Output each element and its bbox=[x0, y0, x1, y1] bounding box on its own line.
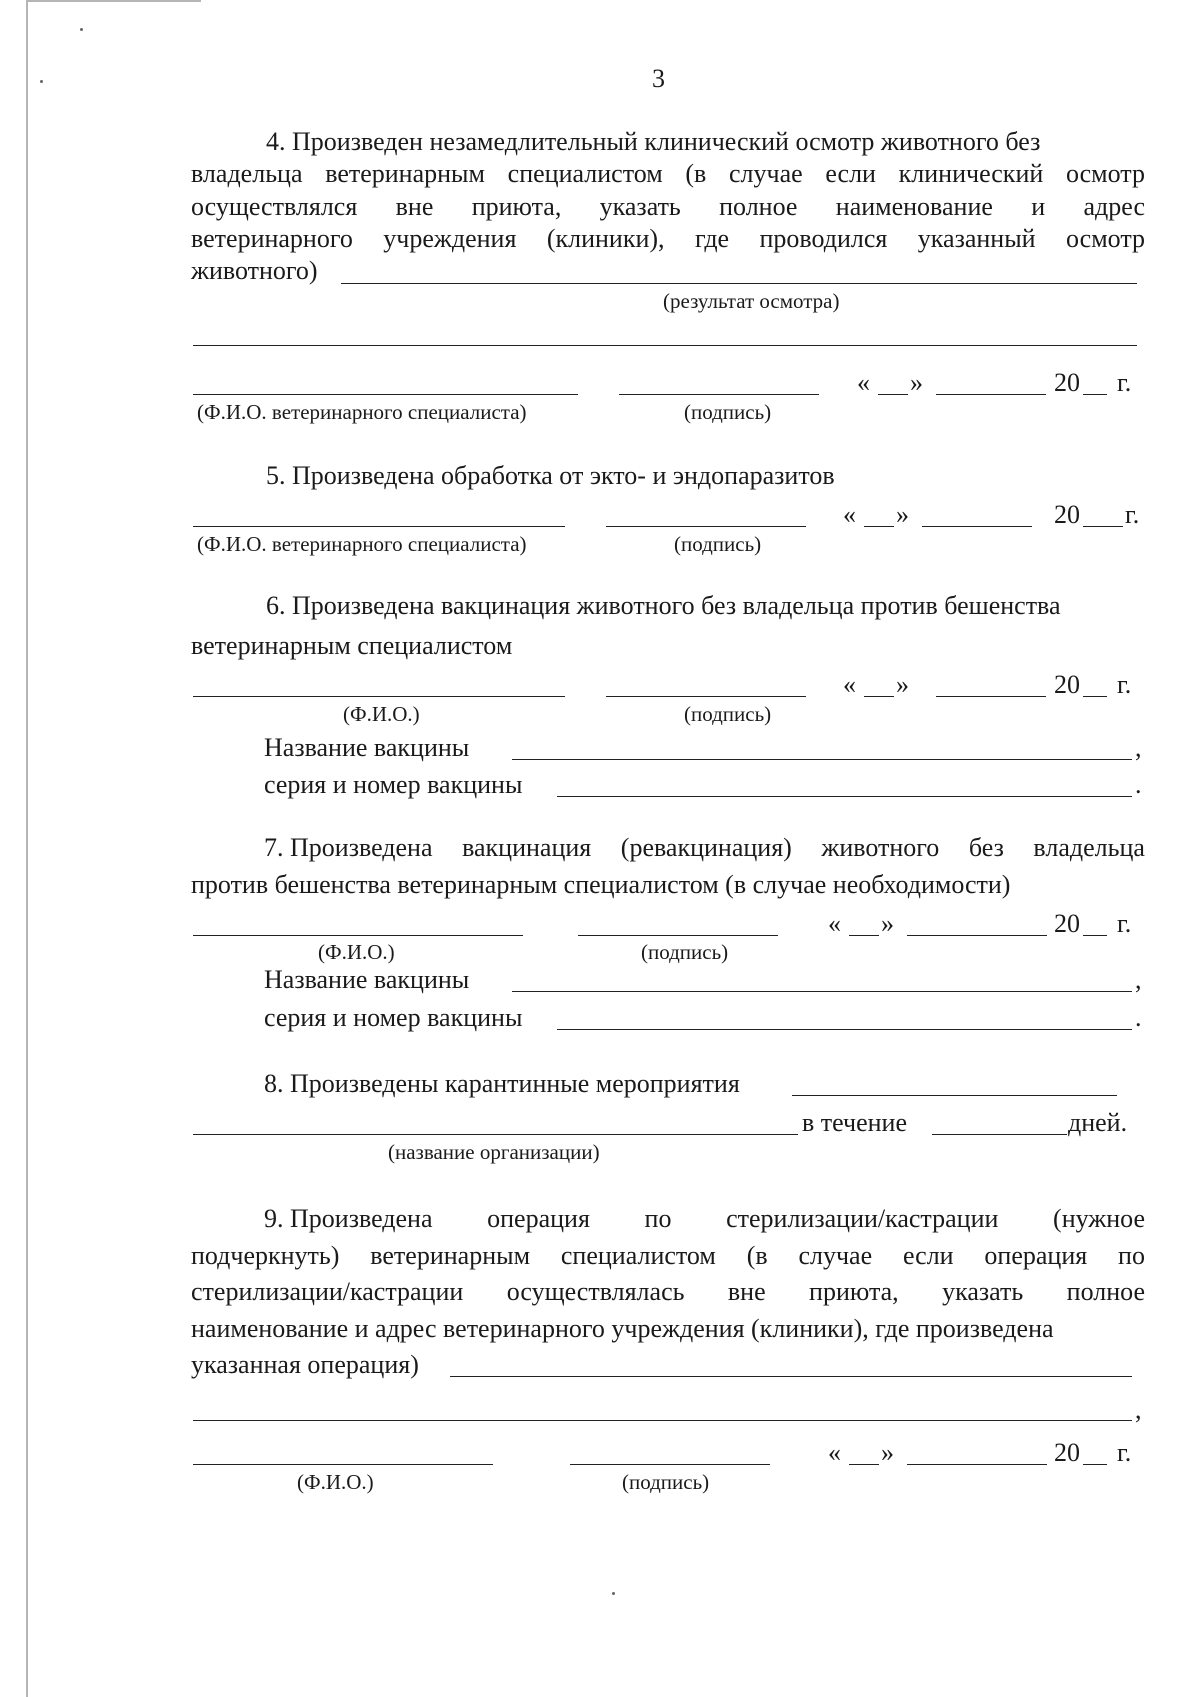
fio-field[interactable] bbox=[193, 526, 565, 527]
word: и bbox=[1031, 192, 1046, 221]
word: указать bbox=[942, 1277, 1024, 1306]
scan-speck bbox=[612, 1592, 615, 1595]
vaccine-name-field[interactable] bbox=[512, 991, 1132, 992]
fio-field[interactable] bbox=[193, 1464, 493, 1465]
date-quote-open: « bbox=[843, 670, 856, 699]
signature-field[interactable] bbox=[606, 526, 806, 527]
period: . bbox=[1135, 770, 1142, 799]
word: (в bbox=[685, 159, 707, 188]
date-quote-close: » bbox=[910, 368, 923, 397]
caption-org: (название организации) bbox=[388, 1140, 600, 1164]
date-month-field[interactable] bbox=[907, 935, 1047, 936]
period: . bbox=[1135, 1003, 1142, 1032]
date-day-field[interactable] bbox=[849, 935, 879, 936]
s4-line-5: животного) bbox=[191, 256, 318, 285]
date-year-prefix: 20 bbox=[1054, 1438, 1080, 1467]
word: по bbox=[644, 1204, 672, 1233]
date-quote-close: » bbox=[881, 1438, 894, 1467]
scan-top-edge bbox=[26, 0, 201, 2]
clinic-address-field-2[interactable] bbox=[193, 1420, 1132, 1421]
date-year-field[interactable] bbox=[1083, 1464, 1107, 1465]
s6-line-1: 6. Произведена вакцинация животного без владельца против бешенства bbox=[266, 591, 1061, 620]
days-label: дней. bbox=[1068, 1108, 1128, 1137]
date-month-field[interactable] bbox=[907, 1464, 1047, 1465]
word: учреждения bbox=[383, 224, 517, 253]
date-year-suffix: г. bbox=[1117, 909, 1132, 938]
word: осмотр bbox=[1065, 159, 1145, 188]
word: (ревакцинация) bbox=[620, 833, 792, 862]
word: ветеринарного bbox=[191, 224, 353, 253]
date-year-prefix: 20 bbox=[1054, 368, 1080, 397]
caption-signature: (подпись) bbox=[622, 1470, 710, 1494]
word: операция bbox=[487, 1204, 590, 1233]
word: операция bbox=[984, 1241, 1088, 1270]
date-quote-open: « bbox=[828, 1438, 841, 1467]
signature-field[interactable] bbox=[578, 935, 778, 936]
s7-line-2: против бешенства ветеринарным специалистом (в случае необходимости) bbox=[191, 870, 1011, 899]
date-year-field[interactable] bbox=[1083, 526, 1123, 527]
caption-signature: (подпись) bbox=[684, 400, 772, 424]
word: полное bbox=[1066, 1277, 1145, 1306]
caption-signature: (подпись) bbox=[684, 702, 772, 726]
word: случае bbox=[798, 1241, 873, 1270]
fio-field[interactable] bbox=[193, 696, 565, 697]
date-month-field[interactable] bbox=[922, 526, 1032, 527]
date-year-field[interactable] bbox=[1083, 696, 1107, 697]
vaccine-name-label: Название вакцины bbox=[264, 733, 470, 762]
word: (нужное bbox=[1053, 1204, 1145, 1233]
word: наименование bbox=[835, 192, 993, 221]
caption-signature: (подпись) bbox=[641, 940, 729, 964]
s9-line-2 bbox=[191, 1241, 1145, 1271]
vaccine-series-field[interactable] bbox=[557, 1029, 1132, 1030]
caption-signature: (подпись) bbox=[674, 532, 762, 556]
word: приюта, bbox=[809, 1277, 899, 1306]
word: по bbox=[1118, 1241, 1145, 1270]
word: случае bbox=[728, 159, 803, 188]
word: проводился bbox=[759, 224, 888, 253]
date-day-field[interactable] bbox=[864, 696, 894, 697]
word: (клиники), bbox=[546, 224, 665, 253]
vaccine-series-field[interactable] bbox=[557, 796, 1132, 797]
s7-line-1 bbox=[264, 833, 1145, 863]
caption-fio: (Ф.И.О.) bbox=[297, 1470, 374, 1494]
vaccine-name-label: Название вакцины bbox=[264, 965, 470, 994]
comma: , bbox=[1135, 733, 1142, 762]
scan-left-border bbox=[26, 0, 28, 1697]
word: владельца bbox=[1033, 833, 1145, 862]
quarantine-org-field-2[interactable] bbox=[193, 1134, 798, 1135]
date-quote-close: » bbox=[881, 909, 894, 938]
word: специалистом bbox=[560, 1241, 716, 1270]
word: осмотр bbox=[1066, 224, 1145, 253]
vaccine-series-label: серия и номер вакцины bbox=[264, 770, 523, 799]
word: подчеркнуть) bbox=[191, 1241, 340, 1270]
word: приюта, bbox=[471, 192, 562, 221]
date-year-field[interactable] bbox=[1083, 935, 1107, 936]
word: (в bbox=[746, 1241, 768, 1270]
date-quote-open: « bbox=[828, 909, 841, 938]
caption-fio: (Ф.И.О. ветеринарного специалиста) bbox=[197, 532, 527, 556]
word: вакцинация bbox=[462, 833, 592, 862]
s9-line-5: указанная операция) bbox=[191, 1350, 419, 1379]
word: указать bbox=[599, 192, 681, 221]
caption-fio: (Ф.И.О. ветеринарного специалиста) bbox=[197, 400, 527, 424]
date-quote-open: « bbox=[857, 368, 870, 397]
s4-line-3 bbox=[191, 192, 1145, 222]
page-number: 3 bbox=[652, 64, 665, 93]
quarantine-org-field[interactable] bbox=[792, 1095, 1117, 1096]
vaccine-series-label: серия и номер вакцины bbox=[264, 1003, 523, 1032]
word: осуществлялся bbox=[191, 192, 358, 221]
date-month-field[interactable] bbox=[936, 696, 1046, 697]
signature-field[interactable] bbox=[570, 1464, 770, 1465]
word: специалистом bbox=[507, 159, 663, 188]
date-year-suffix: г. bbox=[1125, 500, 1140, 529]
date-quote-open: « bbox=[843, 500, 856, 529]
date-quote-close: » bbox=[896, 670, 909, 699]
word: животного bbox=[821, 833, 940, 862]
comma: , bbox=[1135, 965, 1142, 994]
s8-line-1: 8. Произведены карантинные мероприятия bbox=[264, 1069, 740, 1098]
word: адрес bbox=[1083, 192, 1145, 221]
signature-field[interactable] bbox=[619, 394, 819, 395]
vaccine-name-field[interactable] bbox=[512, 759, 1132, 760]
caption-fio: (Ф.И.О.) bbox=[318, 940, 395, 964]
date-day-field[interactable] bbox=[849, 1464, 879, 1465]
days-count-field[interactable] bbox=[932, 1134, 1067, 1135]
date-year-suffix: г. bbox=[1117, 670, 1132, 699]
date-year-prefix: 20 bbox=[1054, 909, 1080, 938]
comma: , bbox=[1135, 1395, 1142, 1424]
date-quote-close: » bbox=[896, 500, 909, 529]
date-year-prefix: 20 bbox=[1054, 500, 1080, 529]
s4-line-2 bbox=[191, 159, 1145, 189]
word: владельца bbox=[191, 159, 303, 188]
signature-field[interactable] bbox=[606, 696, 806, 697]
scan-speck bbox=[80, 28, 83, 31]
during-label: в течение bbox=[802, 1108, 908, 1137]
word: ветеринарным bbox=[370, 1241, 531, 1270]
clinic-address-field[interactable] bbox=[450, 1376, 1132, 1377]
word: полное bbox=[719, 192, 798, 221]
word: если bbox=[902, 1241, 954, 1270]
word: осуществлялась bbox=[506, 1277, 685, 1306]
date-day-field[interactable] bbox=[878, 394, 908, 395]
word: 7. Произведена bbox=[264, 833, 433, 862]
s4-line-4 bbox=[191, 224, 1145, 254]
date-year-suffix: г. bbox=[1117, 368, 1132, 397]
s5-title: 5. Произведена обработка от экто- и эндопаразитов bbox=[266, 461, 835, 490]
word: 9. Произведена bbox=[264, 1204, 433, 1233]
date-day-field[interactable] bbox=[864, 526, 894, 527]
word: стерилизации/кастрации bbox=[191, 1277, 464, 1306]
s9-line-3 bbox=[191, 1277, 1145, 1307]
caption-result: (результат осмотра) bbox=[663, 289, 840, 313]
word: стерилизации/кастрации bbox=[726, 1204, 999, 1233]
word: вне bbox=[395, 192, 434, 221]
exam-result-field[interactable] bbox=[341, 283, 1137, 284]
fio-field[interactable] bbox=[193, 935, 523, 936]
date-year-field[interactable] bbox=[1083, 394, 1107, 395]
s6-line-2: ветеринарным специалистом bbox=[191, 631, 513, 660]
scan-speck bbox=[40, 80, 43, 83]
word: ветеринарным bbox=[325, 159, 485, 188]
date-month-field[interactable] bbox=[936, 394, 1046, 395]
word: без bbox=[968, 833, 1004, 862]
exam-result-field-2[interactable] bbox=[193, 345, 1137, 346]
word: клинический bbox=[898, 159, 1044, 188]
word: указанный bbox=[917, 224, 1036, 253]
s9-line-1 bbox=[264, 1204, 1145, 1234]
word: вне bbox=[727, 1277, 766, 1306]
caption-fio: (Ф.И.О.) bbox=[343, 702, 420, 726]
date-year-suffix: г. bbox=[1117, 1438, 1132, 1467]
s4-line-1: 4. Произведен незамедлительный клинический осмотр животного без bbox=[266, 127, 1041, 156]
word: если bbox=[825, 159, 876, 188]
s9-line-4: наименование и адрес ветеринарного учреждения (клиники), где произведена bbox=[191, 1314, 1054, 1343]
word: где bbox=[694, 224, 730, 253]
date-year-prefix: 20 bbox=[1054, 670, 1080, 699]
fio-field[interactable] bbox=[193, 394, 578, 395]
